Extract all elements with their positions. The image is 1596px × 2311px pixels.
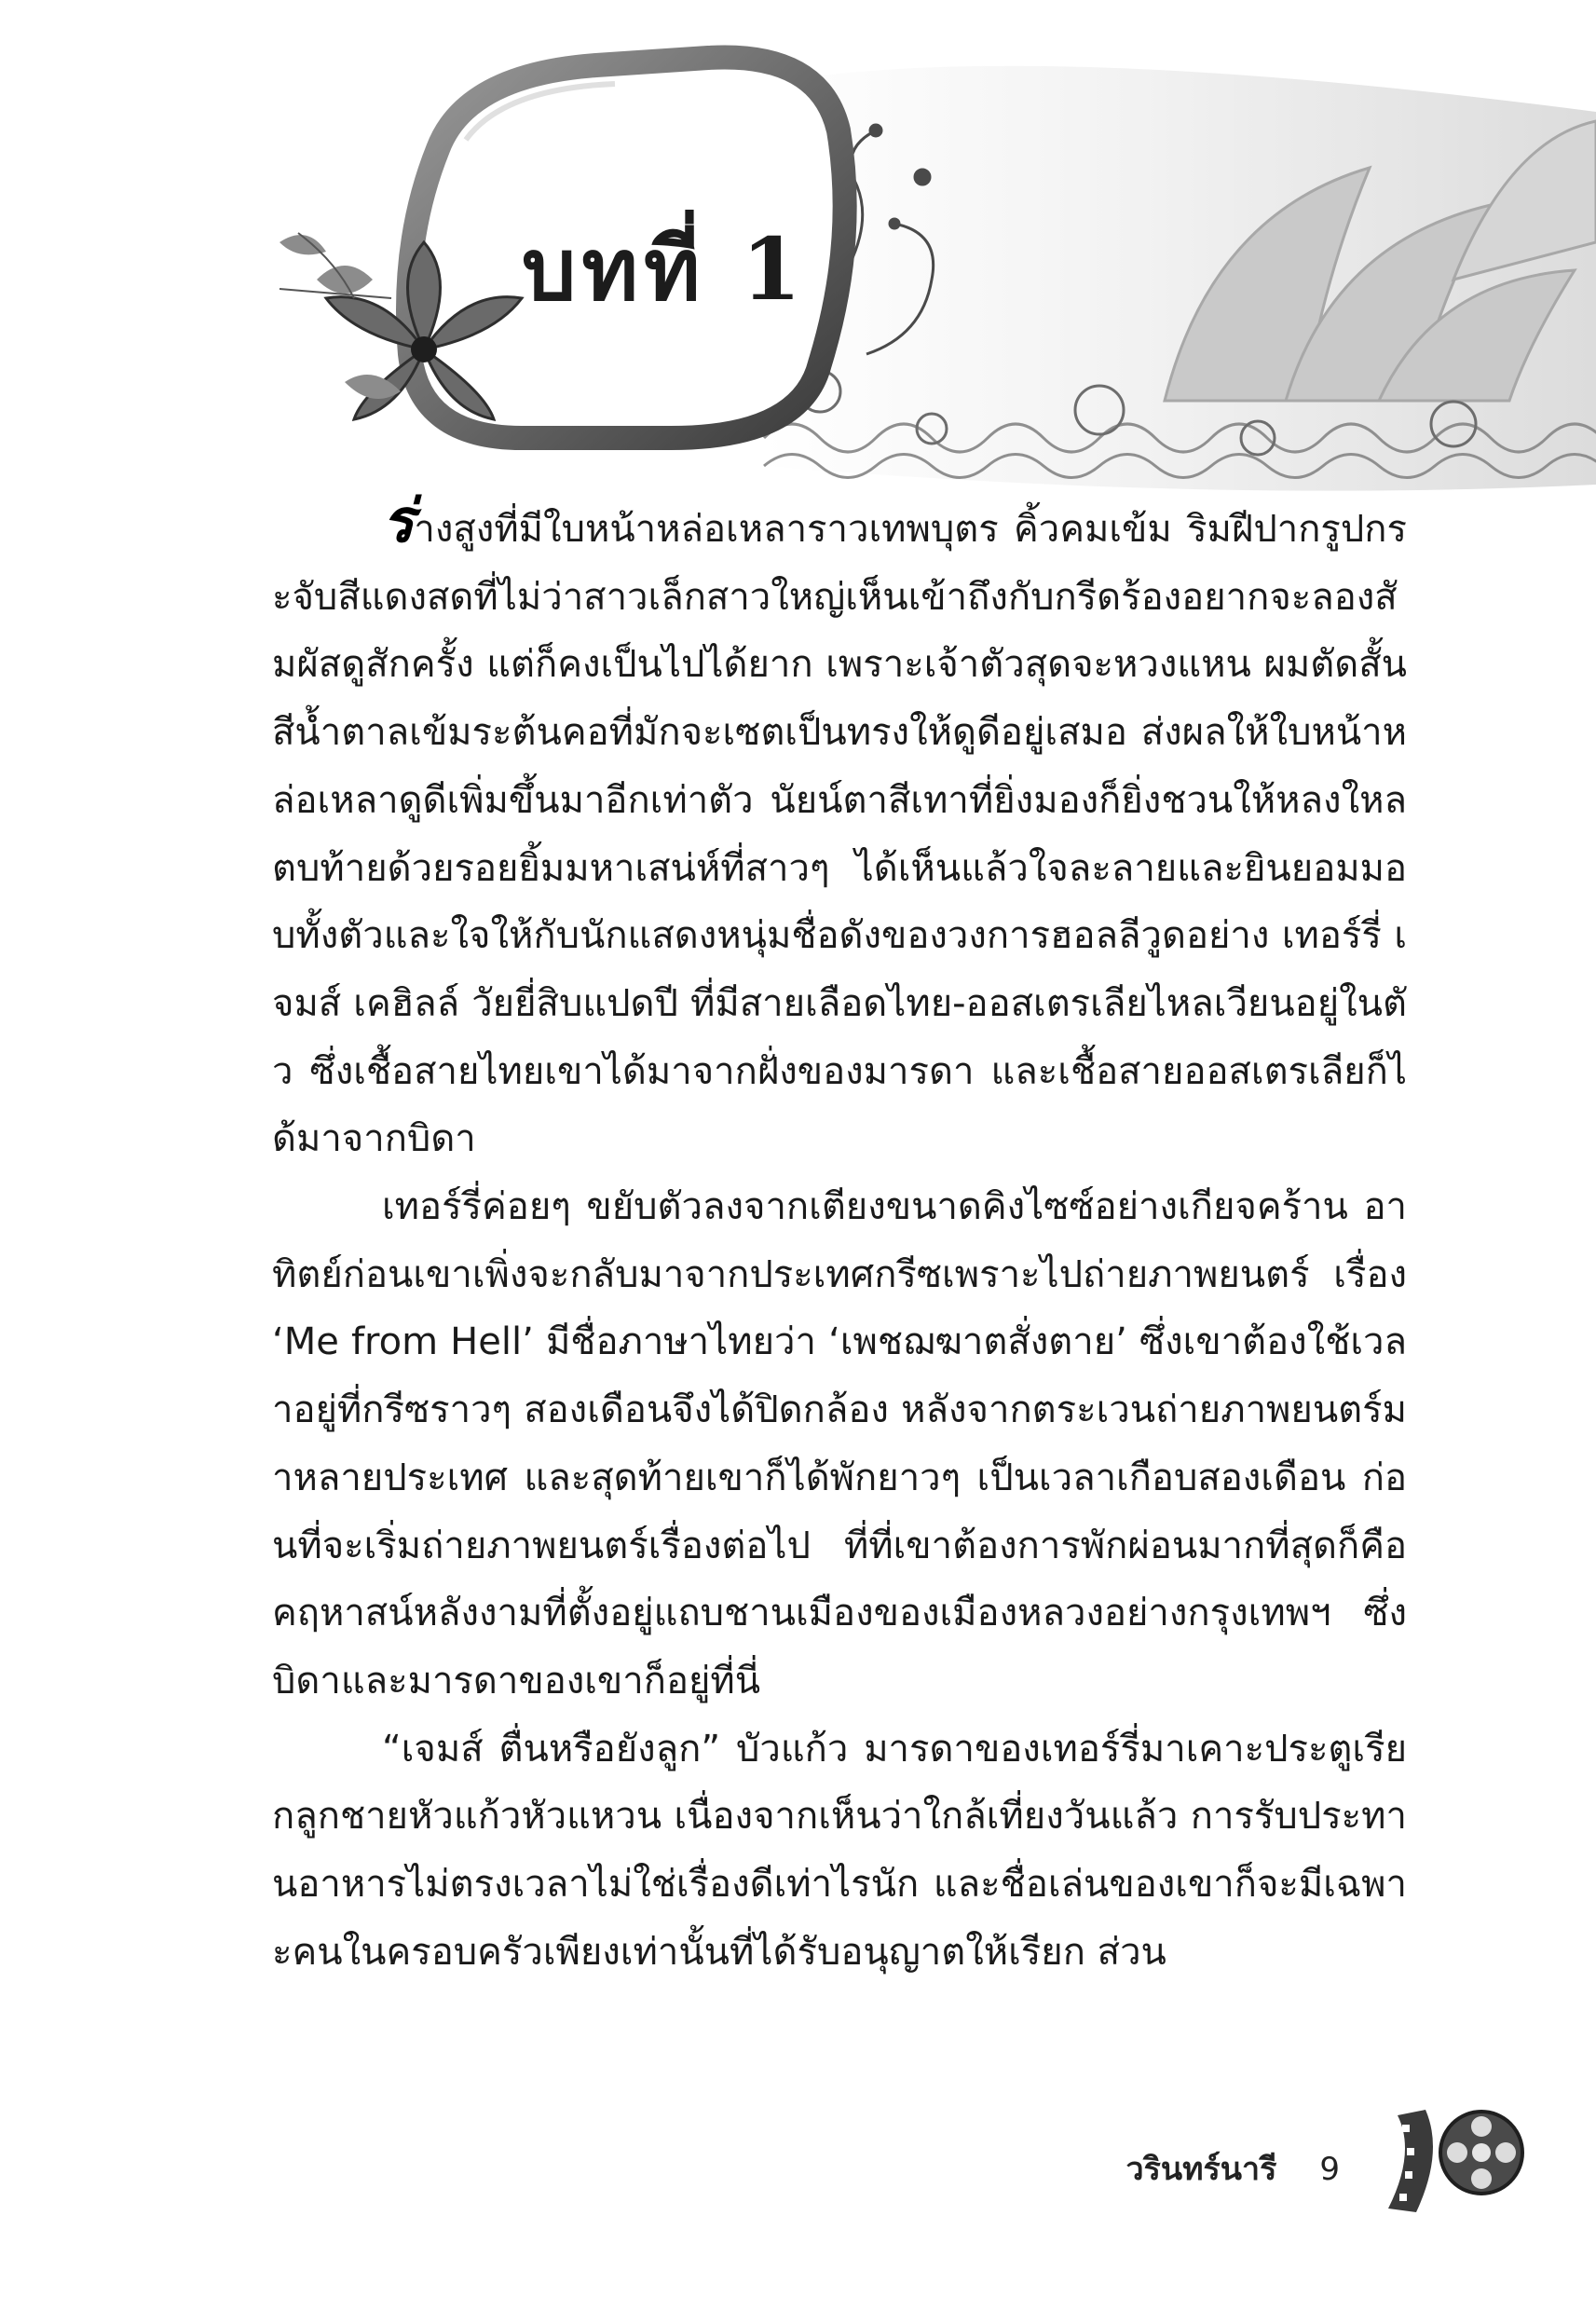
paragraph: “เจมส์ ตื่นหรือยังลูก” บัวแก้ว มารดาของเทอร์รี่มาเคาะประตูเรียกลูกชายหัวแก้วหัวแหวน เนื่องจากเห็นว่าใกล้เที่ยงวันแล้ว การรับประทานอาหารไม่ตรงเวลาไม่ใช่เรื่องดีเท่าไรนัก และชื่อเล่นของเขาก็จะมีเฉพาะคนในครอบครัวเพียงเท่านั้นที่ได้รับอนุญาตให้เรียก ส่วน — [272, 1727, 1407, 1974]
chapter-title: บทที่ 1 — [522, 219, 807, 320]
page-number: 9 — [1319, 2151, 1340, 2188]
drop-cap: ร่ — [382, 486, 415, 556]
book-title: วรินทร์นารี — [1125, 2151, 1277, 2188]
paragraph-text: างสูงที่มีใบหน้าหล่อเหลาราวเทพบุตร คิ้วคมเข้ม ริมฝีปากรูปกระจับสีแดงสดที่ไม่ว่าสาวเล็กสาวใหญ่เห็นเข้าถึงกับกรีดร้องอยากจะลองสัมผัสดูสักครั้ง แต่ก็คงเป็นไปได้ยาก เพราะเจ้าตัวสุดจะหวงแหน ผมตัดสั้นสีน้ำตาลเข้มระต้นคอที่มักจะเซตเป็นทรงให้ดูดีอยู่เสมอ ส่งผลให้ใบหน้าหล่อเหลาดูดีเพิ่มขึ้นมาอีกเท่าตัว นัยน์ตาสีเทาที่ยิ่งมองก็ยิ่งชวนให้หลงใหล ตบท้ายด้วยรอยยิ้มมหาเสน่ห์ที่สาวๆ ได้เห็นแล้วใจละลายและยินยอมมอบทั้งตัวและใจให้กับนักแสดงหนุ่มชื่อดังของวงการฮอลลีวูดอย่าง เทอร์รี่ เจมส์ เคฮิลล์ วัยยี่สิบแปดปี ที่มีสายเลือดไทย-ออสเตรเลียไหลเวียนอยู่ในตัว ซึ่งเชื้อสายไทยเขาได้มาจากฝั่งของมารดา และเชื้อสายออสเตรเลียก็ได้มาจากบิดา — [272, 508, 1407, 1161]
film-reel-icon — [1379, 2097, 1528, 2218]
paragraph: เทอร์รี่ค่อยๆ ขยับตัวลงจากเตียงขนาดคิงไซซ์อย่างเกียจคร้าน อาทิตย์ก่อนเขาเพิ่งจะกลับมาจากประเทศกรีซเพราะไปถ่ายภาพยนตร์ เรื่อง ‘Me from Hell’ มีชื่อภาษาไทยว่า ‘เพชฌฆาตสั่งตาย’ ซึ่งเขาต้องใช้เวลาอยู่ที่กรีซราวๆ สองเดือนจึงได้ปิดกล้อง หลังจากตระเวนถ่ายภาพยนตร์มาหลายประเทศ และสุดท้ายเขาก็ได้พักยาวๆ เป็นเวลาเกือบสองเดือน ก่อนที่จะเริ่มถ่ายภาพยนตร์เรื่องต่อไป ที่ที่เขาต้องการพักผ่อนมากที่สุดก็คือคฤหาสน์หลังงามที่ตั้งอยู่แถบชานเมืองของเมืองหลวงอย่างกรุงเทพฯ ซึ่งบิดาและมารดาของเขาก็อยู่ที่นี่ — [272, 1185, 1407, 1702]
page-footer — [1125, 2143, 1340, 2194]
paragraph — [272, 486, 1407, 1173]
chapter-body — [272, 486, 1407, 1986]
